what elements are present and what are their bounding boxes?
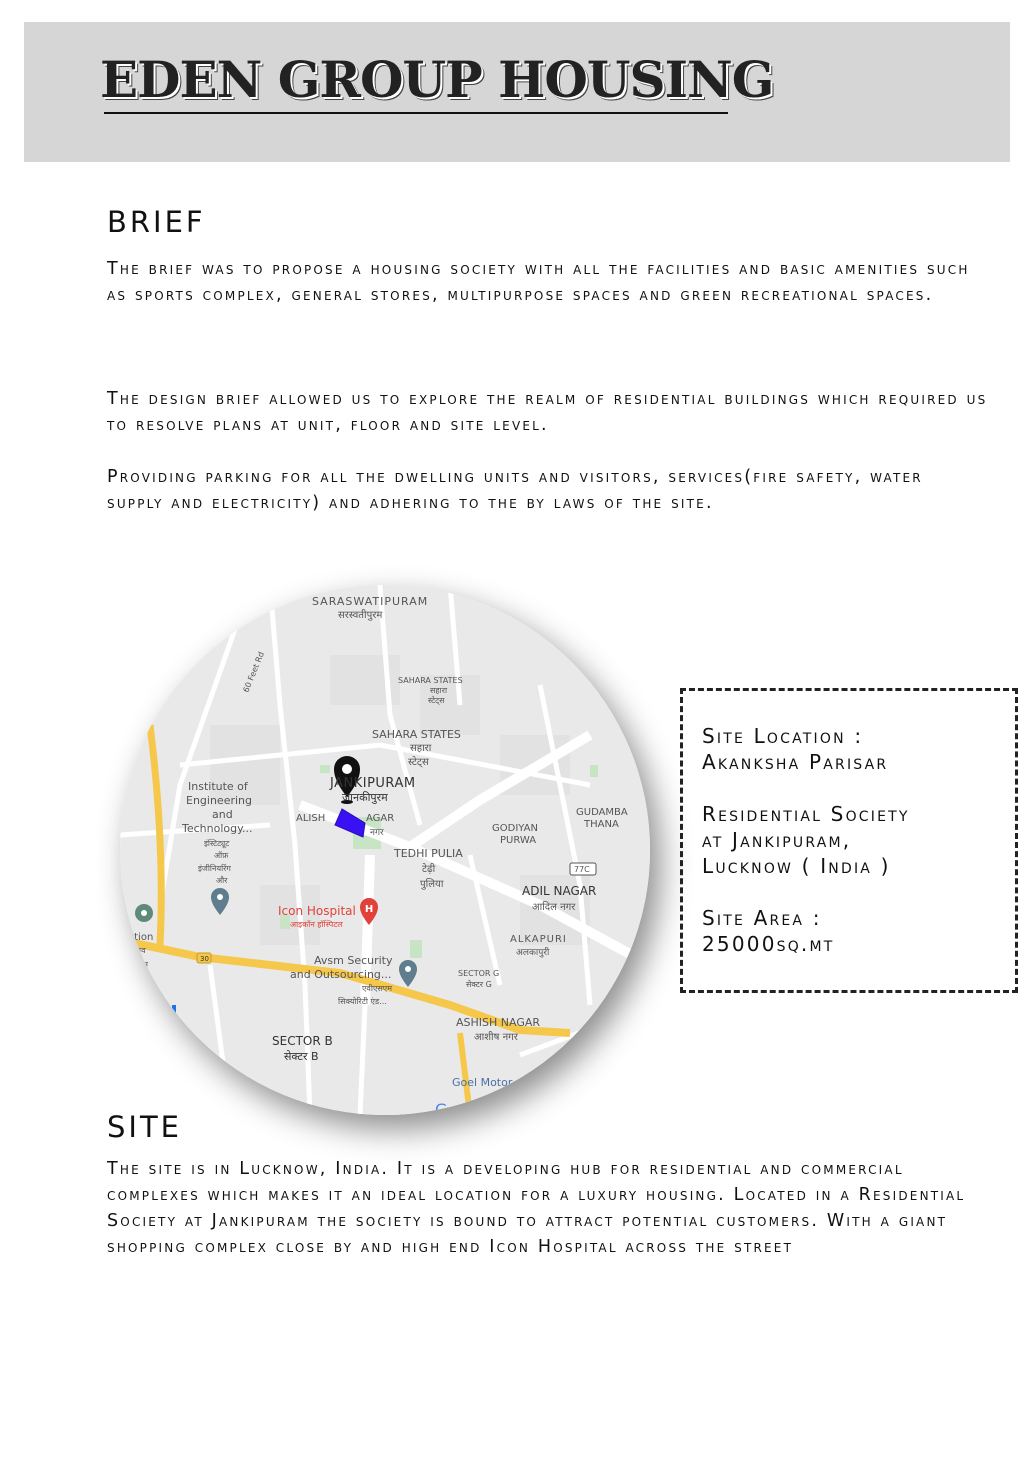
brief-paragraph-3: Providing parking for all the dwelling units and visitors, services(fire safety, water supply and electricity) and adhering to the by laws of the site. bbox=[107, 467, 923, 513]
brief-paragraph-1: The brief was to propose a housing society with all the facilities and basic amenities such as sports complex, general stores, multipurpose spaces and green recreational spaces. bbox=[107, 259, 970, 305]
site-heading: SITE bbox=[107, 1110, 182, 1144]
map-label-aliganj-1: ALISH bbox=[296, 813, 326, 824]
map-label-icon-hospital: Icon Hospital bbox=[278, 904, 356, 918]
map-label-institute-hi-1: इंस्टिट्यूट bbox=[204, 839, 230, 848]
site-location-value: Akanksha Parisar bbox=[702, 750, 889, 774]
map-label-aliganj-2: AGAR bbox=[366, 813, 395, 824]
map-label-route-30: 30 bbox=[200, 955, 209, 963]
map-label-alkapuri-hi: अलकापुरी bbox=[516, 948, 550, 958]
map-label-sector-b-hi: सेक्टर B bbox=[284, 1050, 319, 1063]
map-label-institute-hi-3: इंजीनियरिंग bbox=[198, 864, 231, 873]
map-edge-marker bbox=[172, 1005, 176, 1017]
map-label-alkapuri: ALKAPURI bbox=[510, 934, 567, 945]
map-label-jankipuram-hi: जानकीपुरम bbox=[342, 791, 388, 804]
map-label-godiyan-1: GODIYAN bbox=[492, 823, 538, 834]
map-label-sahara-2: SAHARA STATES bbox=[372, 728, 461, 741]
map-label-goel-motor: Goel Motor bbox=[452, 1076, 513, 1089]
map-label-sector-g: SECTOR G bbox=[458, 969, 500, 978]
map-label-ashish-nagar-hi: आशीष नगर bbox=[474, 1032, 518, 1043]
map-label-sector-b: SECTOR B bbox=[272, 1034, 333, 1048]
brief-paragraph-2: The design brief allowed us to explore the realm of residential buildings which required us to resolve plans at unit, floor and site level. bbox=[107, 389, 988, 435]
map-label-tedhi-hi-1: टेढ़ी bbox=[422, 864, 436, 875]
map-label-tedhi-hi-2: पुलिया bbox=[420, 879, 444, 890]
map-label-institute-4: Technology... bbox=[182, 822, 253, 835]
site-paragraph: The site is in Lucknow, India. It is a developing hub for residential and commercial complexes which makes it an ideal location for a luxury housing. Located in a Residential Society at Jankipuram the society is bound to attract potential customers. With a giant shopping complex close by and high end Icon Hospital across the street bbox=[107, 1159, 966, 1257]
brief-heading: BRIEF bbox=[107, 205, 206, 239]
site-society-line-2: at Jankipuram, bbox=[702, 828, 852, 852]
map-label-google: G bbox=[435, 1100, 448, 1115]
map-label-institute-hi-4: और bbox=[216, 876, 228, 885]
title-underline bbox=[104, 112, 728, 114]
site-society-line-3: Lucknow ( India ) bbox=[702, 854, 891, 878]
map-label-adil-nagar: ADIL NAGAR bbox=[522, 884, 597, 898]
map-label-station-2: डियाव bbox=[128, 946, 146, 955]
map-label-aliganj-hi: नगर bbox=[370, 828, 384, 838]
map-label-feet-rd: 60 Feet Rd bbox=[241, 650, 266, 694]
map-label-route-77c: 77C bbox=[574, 865, 590, 874]
site-location-label: Site Location : bbox=[702, 724, 864, 748]
map-label-adil-nagar-hi: आदिल नगर bbox=[532, 902, 576, 913]
map-label-icon-hospital-hi: आइकॉन हॉस्पिटल bbox=[290, 920, 343, 929]
map-label-institute-hi-2: ऑफ़ bbox=[214, 851, 229, 860]
map-label-sahara-2-hi-a: सहारा bbox=[410, 743, 432, 754]
map-label-jankipuram: JANKIPURAM bbox=[330, 776, 416, 791]
map-label-institute-1: Institute of bbox=[188, 780, 248, 793]
map-label-avsm-1: Avsm Security bbox=[314, 954, 393, 967]
map-label-institute-3: and bbox=[212, 808, 233, 821]
map-label-sahara-1-hi-b: स्टेट्स bbox=[428, 696, 445, 705]
map-label-godiyan-2: PURWA bbox=[500, 835, 537, 846]
svg-text:H: H bbox=[364, 904, 374, 915]
map-label-sahara-1: SAHARA STATES bbox=[398, 676, 463, 685]
map-label-saraswatipuram-hi: सरस्वतीपुरम bbox=[338, 610, 383, 621]
map-label-station-1: ation bbox=[128, 932, 154, 943]
map-label-tedhi-pulia: TEDHI PULIA bbox=[394, 847, 463, 860]
map-label-saraswatipuram: SARASWATIPURAM bbox=[312, 595, 429, 608]
site-location-map bbox=[120, 585, 650, 1115]
map-label-avsm-2: and Outsourcing... bbox=[290, 968, 392, 981]
map-label-ashish-nagar: ASHISH NAGAR bbox=[456, 1016, 541, 1029]
map-graphic bbox=[120, 585, 650, 1115]
map-label-gudamba-2: THANA bbox=[584, 819, 619, 830]
map-label-institute-2: Engineering bbox=[186, 794, 252, 807]
map-label-sector-g-hi: सेक्टर G bbox=[466, 980, 492, 989]
site-area-label: Site Area : bbox=[702, 906, 822, 930]
map-label-avsm-hi-1: एवीएसएम bbox=[362, 984, 392, 993]
site-society-line-1: Residential Society bbox=[702, 802, 910, 826]
site-area-value: 25000sq.mt bbox=[702, 932, 835, 956]
map-label-station-3: टेशन bbox=[134, 960, 148, 969]
page-title: EDEN GROUP HOUSING bbox=[100, 50, 774, 109]
transit-poi-icon bbox=[135, 904, 153, 922]
map-label-sahara-1-hi-a: सहारा bbox=[430, 686, 448, 695]
map-label-sahara-2-hi-b: स्टेट्स bbox=[408, 757, 429, 768]
map-label-avsm-hi-2: सिक्योरिटी एंड... bbox=[338, 997, 387, 1006]
map-label-gudamba-1: GUDAMBA bbox=[576, 807, 628, 818]
